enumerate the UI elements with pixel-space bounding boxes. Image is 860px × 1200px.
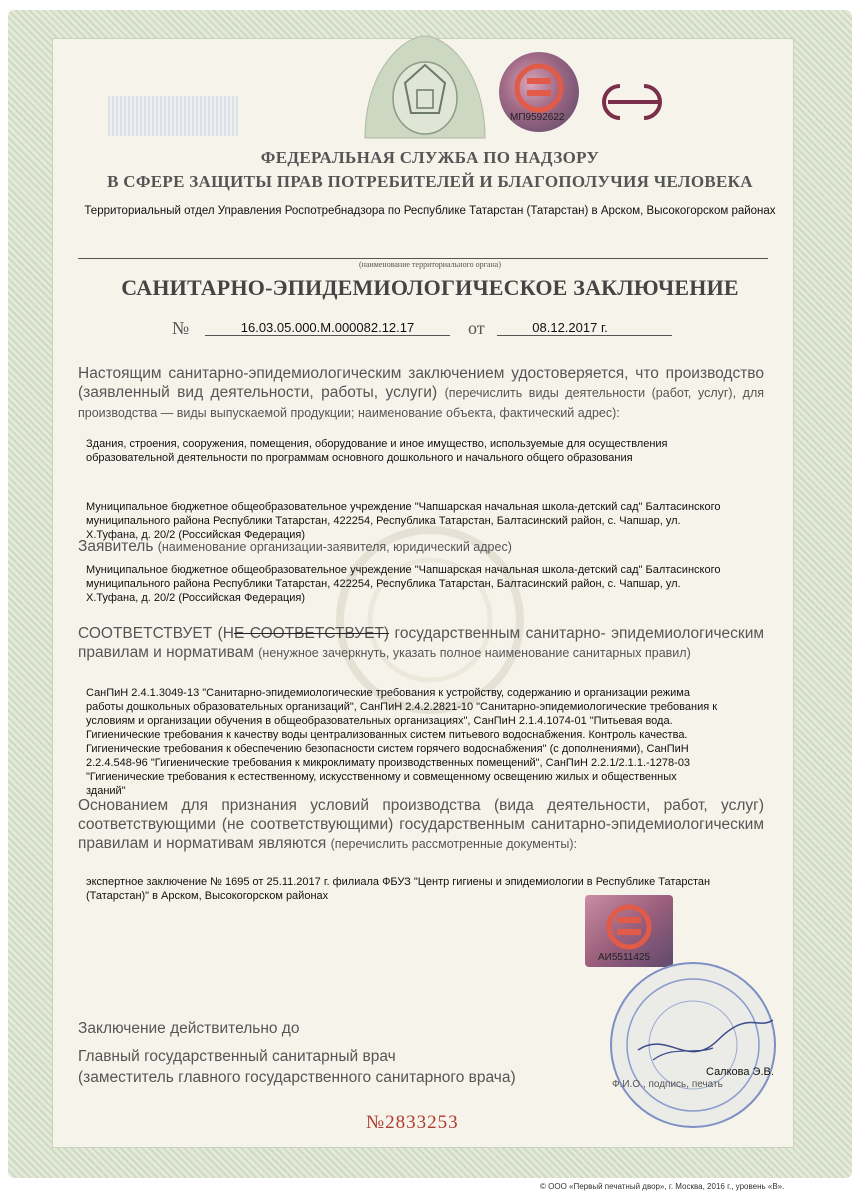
- production-paragraph: [78, 364, 764, 423]
- agency-name-line1: ФЕДЕРАЛЬНАЯ СЛУЖБА ПО НАДЗОРУ: [260, 148, 600, 167]
- basis-line2: (Татарстан)" в Арском, Высокогорском районах: [86, 890, 329, 902]
- applicant-hint: (наименование организации-заявителя, юридический адрес): [157, 540, 512, 554]
- chief-doctor-role: Главный государственный санитарный врач: [78, 1048, 396, 1065]
- rule-line8: зданий": [86, 785, 126, 797]
- basis-text: Основанием для признания условий производства (вида деятельности, работ, услуг) соответствующими (не соответствующими) государственным санитарно-эпидемиологическим правилам и нормативам являются: [78, 797, 764, 852]
- se-logo-icon: [596, 80, 668, 124]
- production-fill-line2: образовательной деятельности по программам основного дошкольного и начального общего образования: [86, 452, 633, 464]
- signature-caption: Ф.И.О., подпись, печать: [612, 1079, 723, 1090]
- basis-paragraph: [78, 796, 764, 854]
- certificate-date: 08.12.2017 г.: [532, 320, 608, 335]
- compliance-word: СООТВЕТСТВУЕТ: [78, 625, 213, 642]
- agency-name-line2: В СФЕРЕ ЗАЩИТЫ ПРАВ ПОТРЕБИТЕЛЕЙ И БЛАГОПОЛУЧИЯ ЧЕЛОВЕКА: [107, 172, 753, 191]
- compliance-paragraph: [78, 624, 764, 663]
- territorial-body-name: Территориальный отдел Управления Роспотребнадзора по Республике Татарстан (Татарстан) в Арском, Высокогорском районах: [84, 205, 776, 217]
- rule-line5: Гигиенические требования к обеспечению безопасности систем горячего водоснабжения" (с дополнениями), СанПиН: [86, 743, 689, 755]
- certificate-number: 16.03.05.000.М.000082.12.17: [240, 320, 415, 335]
- hologram-bottom-code: АИ5511425: [598, 952, 651, 963]
- number-underline: [205, 335, 450, 336]
- basis-line1: экспертное заключение № 1695 от 25.11.2017 г. филиала ФБУЗ "Центр гигиены и эпидемиологии в Республике Татарстан: [86, 876, 711, 888]
- rule-line7: "Гигиенические требования к естественному, искусственному и совмещенному освещению жилых и общественных: [86, 771, 677, 783]
- object-address-line3: Х.Туфана, д. 20/2 (Российская Федерация): [86, 529, 306, 541]
- compliance-paren: (Н: [217, 625, 234, 642]
- applicant-line2: муниципального района Республики Татарстан, 422254, Республика Татарстан, Балтасинский район, с. Чапшар, ул.: [86, 578, 681, 590]
- official-round-stamp: [598, 960, 788, 1130]
- compliance-rest2: эпидемиологическим правилам и нормативам: [78, 625, 765, 661]
- compliance-rest1: государственным санитарно-: [394, 625, 606, 642]
- printer-imprint: © ООО «Первый печатный двор», г. Москва, 2016 г., уровень «В».: [540, 1182, 785, 1191]
- rule-line4: Гигиенические требования к качеству воды централизованных систем питьевого водоснабжения. Контроль качества.: [86, 729, 688, 741]
- territorial-body-caption: (наименование территориального органа): [359, 260, 501, 269]
- deputy-role: (заместитель главного государственного санитарного врача): [78, 1069, 516, 1086]
- basis-hint: (перечислить рассмотренные документы):: [330, 837, 578, 851]
- struck-not-compliant: Е СООТВЕТСТВУЕТ): [233, 625, 390, 642]
- applicant-line1: Муниципальное бюджетное общеобразовательное учреждение "Чапшарская начальная школа-детский сад" Балтасинского: [86, 564, 721, 576]
- applicant-label: Заявитель: [78, 538, 154, 555]
- hologram-top-code: МП9592622: [510, 112, 565, 123]
- coat-of-arms-emblem: [345, 28, 505, 148]
- validity-label: Заключение действительно до: [78, 1020, 300, 1037]
- production-fill-line1: Здания, строения, сооружения, помещения, оборудование и иное имущество, используемые для осуществления: [86, 438, 668, 450]
- object-address-line2: муниципального района Республики Татарстан, 422254, Республика Татарстан, Балтасинский район, с. Чапшар, ул.: [86, 515, 681, 527]
- number-label: №: [172, 318, 190, 338]
- rule-line3: условиям и организации обучения в общеобразовательных организациях", СанПиН 2.1.4.1074-01 "Питьевая вода.: [86, 715, 673, 727]
- object-address-line1: Муниципальное бюджетное общеобразовательное учреждение "Чапшарская начальная школа-детский сад" Балтасинского: [86, 501, 721, 513]
- rule-line1: СанПиН 2.4.1.3049-13 "Санитарно-эпидемиологические требования к устройству, содержанию и организации режима: [86, 687, 690, 699]
- rule-line6: 2.2.4.548-96 "Гигиенические требования к микроклимату производственных помещений", СанПиН 2.2.1/2.1.1.-1278-03: [86, 757, 691, 769]
- serial-number: №2833253: [366, 1112, 459, 1133]
- applicant-line3: Х.Туфана, д. 20/2 (Российская Федерация): [86, 592, 306, 604]
- compliance-hint: (ненужное зачеркнуть, указать полное наименование санитарных правил): [258, 646, 691, 660]
- signer-name: Салкова Э.В.: [706, 1066, 774, 1078]
- production-text: Настоящим санитарно-эпидемиологическим заключением удостоверяется, что производство (заявленный вид деятельности, работы, услуги): [78, 365, 764, 401]
- date-underline: [497, 335, 672, 336]
- applicant-paragraph: [78, 537, 764, 557]
- guilloche-patch: [108, 96, 238, 136]
- date-label: от: [468, 318, 485, 338]
- production-hint: (перечислить виды деятельности (работ, услуг), для производства — виды выпускаемой продукции; наименование объекта, фактический адрес):: [78, 386, 765, 420]
- document-title: САНИТАРНО-ЭПИДЕМИОЛОГИЧЕСКОЕ ЗАКЛЮЧЕНИЕ: [121, 275, 739, 300]
- divider-line: [78, 258, 768, 259]
- rule-line2: работы дошкольных образовательных организаций", СанПиН 2.4.2.2821-10 "Санитарно-эпидемиологические требования к: [86, 701, 718, 713]
